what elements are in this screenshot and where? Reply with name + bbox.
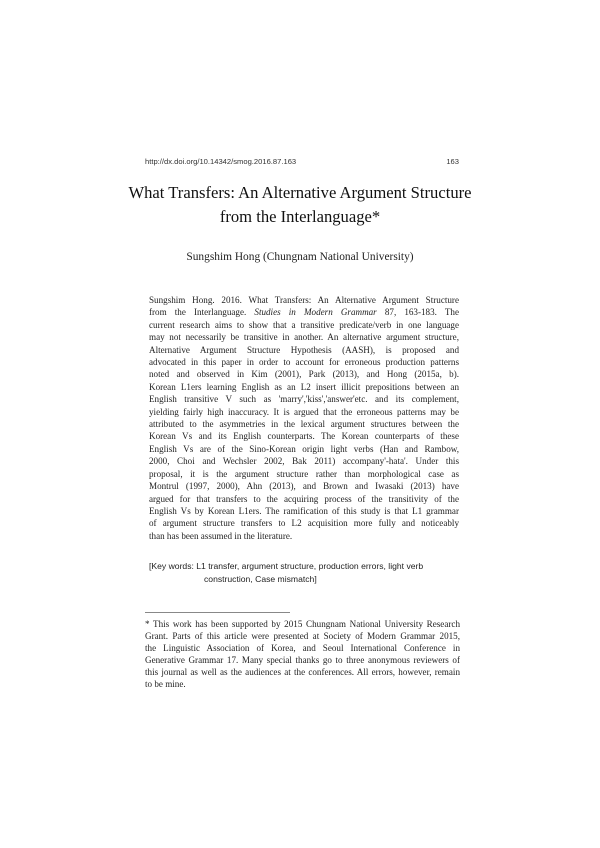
abstract-line bbox=[149, 306, 459, 318]
footnote-line: the Linguistic Association of Korea, and Seoul International Conference in bbox=[145, 643, 460, 654]
abstract-line: argued for that transfers to the acquiring process of the transitivity of the bbox=[149, 493, 459, 504]
abstract-line: yielding fairly high inaccuracy. It is argued that the erroneous patterns may be bbox=[149, 406, 459, 417]
citation-title: from the Interlanguage. bbox=[149, 307, 247, 318]
doi-link[interactable]: http://dx.doi.org/10.14342/smog.2016.87.163 bbox=[145, 157, 297, 166]
abstract-line: Korean L1ers learning English as an L2 insert illicit prepositions between an bbox=[149, 381, 459, 392]
footnote bbox=[145, 618, 460, 691]
footnote-line: Grant. Parts of this article were presented at Society of Modern Grammar 2015, bbox=[145, 631, 460, 642]
footnote-line: to be mine. bbox=[145, 679, 186, 690]
abstract-line: attributed to the asymmetries in the lexical argument structures between the bbox=[149, 419, 459, 430]
footnote-divider bbox=[145, 612, 290, 613]
keywords-line-2: construction, Case mismatch] bbox=[204, 573, 317, 584]
journal-name: Studies in Modern Grammar bbox=[254, 307, 377, 318]
footnote-line: Generative Grammar 17. Many special thanks go to three anonymous reviewers of bbox=[145, 655, 460, 666]
author-affiliation: Sungshim Hong (Chungnam National University) bbox=[186, 251, 414, 263]
abstract-line: of argument structure transfers to L2 acquisition more fully and noticeably bbox=[149, 518, 459, 529]
keywords-line-1: [Key words: L1 transfer, argument structure, production errors, light verb bbox=[149, 561, 424, 571]
abstract-line: Alternative Argument Structure Hypothesis (AASH), is proposed and bbox=[149, 344, 459, 355]
footnote-line: * This work has been supported by 2015 Chungnam National University Research bbox=[145, 619, 460, 629]
footnote-line: this journal as well as the audiences at the conferences. All errors, however, remain bbox=[145, 667, 460, 678]
abstract-line: than has been assumed in the literature. bbox=[149, 530, 293, 541]
abstract-line: English Vs are of the Sino-Korean origin light verbs (Han and Rambow, bbox=[149, 443, 459, 454]
abstract-line: current research aims to show that a transitive predicate/verb in one language bbox=[149, 319, 459, 330]
abstract-line: noted and observed in Kim (2001), Park (2013), and Hong (2015a, b). bbox=[149, 369, 459, 380]
abstract-line: 2000, Choi and Wechsler 2002, Bak 2011) accompany'-hata'. Under this bbox=[149, 456, 459, 467]
abstract-line: advocated in this paper in order to account for erroneous production patterns bbox=[149, 357, 459, 368]
keywords bbox=[149, 560, 469, 585]
abstract-line: Korean Vs and its English counterparts. The Korean counterparts of these bbox=[149, 431, 459, 442]
paper-title bbox=[120, 181, 480, 229]
title-line-1: What Transfers: An Alternative Argument Structure bbox=[128, 183, 472, 202]
abstract-line: may not necessarily be transitive in another. An alternative argument structure, bbox=[149, 332, 459, 343]
citation-pages: 87, 163-183. The bbox=[384, 307, 459, 318]
abstract-line: English transitive V such as 'marry','kiss','answer'etc. and its complement, bbox=[149, 394, 459, 405]
title-line-2: from the Interlanguage* bbox=[219, 207, 381, 226]
abstract-line: Montrul (1997, 2000), Ahn (2013), and Brown and Iwasaki (2013) have bbox=[149, 481, 459, 492]
abstract-line: Sungshim Hong. 2016. What Transfers: An Alternative Argument Structure bbox=[149, 295, 459, 305]
abstract-line: proposal, it is the argument structure rather than morphological case as bbox=[149, 468, 459, 479]
abstract-line: English Vs by Korean L1ers. The ramification of this study is that L1 grammar bbox=[149, 505, 459, 516]
page-number: 163 bbox=[446, 157, 459, 166]
abstract bbox=[149, 294, 459, 542]
